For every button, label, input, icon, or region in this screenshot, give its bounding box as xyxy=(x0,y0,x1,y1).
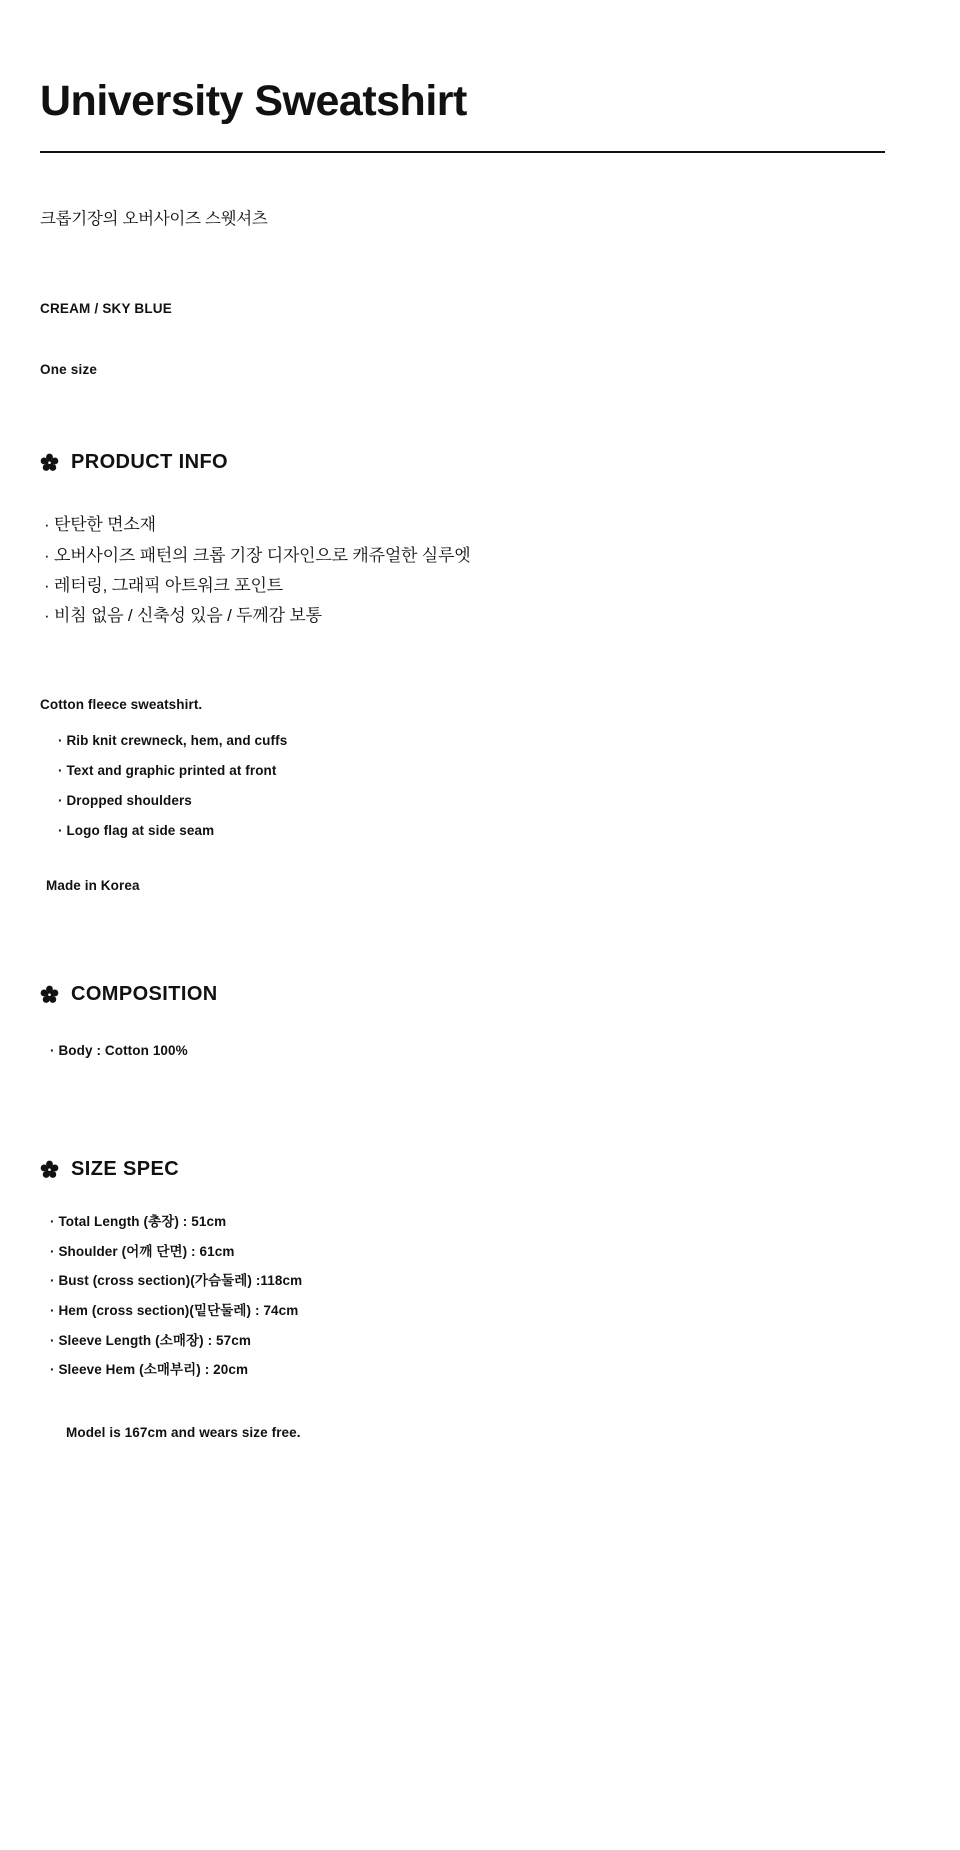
size-spec-heading-label: SIZE SPEC xyxy=(71,1157,180,1180)
page-title: University Sweatshirt xyxy=(40,77,467,125)
list-item: · Sleeve Hem (소매부리) : 20cm xyxy=(50,1362,249,1378)
composition-heading-label: COMPOSITION xyxy=(71,983,218,1006)
list-item: · Shoulder (어깨 단면) : 61cm xyxy=(50,1243,235,1259)
product-info-en-block xyxy=(40,697,920,893)
colorway-label: CREAM / SKY BLUE xyxy=(40,301,172,317)
flower-icon xyxy=(40,1160,59,1179)
product-info-kr-list xyxy=(40,510,920,631)
flower-icon xyxy=(40,985,59,1004)
product-info-heading-label: PRODUCT INFO xyxy=(71,451,229,474)
composition-heading xyxy=(40,983,920,1006)
list-item: · 비침 없음 / 신축성 있음 / 두께감 보통 xyxy=(44,606,322,626)
flower-icon xyxy=(40,453,59,472)
list-item: · Logo flag at side seam xyxy=(58,823,215,839)
product-info-heading xyxy=(40,451,920,474)
list-item: · Hem (cross section)(밑단둘레) : 74cm xyxy=(50,1302,299,1318)
section-size-spec xyxy=(40,1158,920,1440)
list-item: · Total Length (총장) : 51cm xyxy=(50,1213,227,1229)
section-product-info xyxy=(40,451,920,893)
title-divider xyxy=(40,151,885,153)
section-composition xyxy=(40,983,920,1066)
list-item: · Dropped shoulders xyxy=(58,793,192,809)
list-item: · 탄탄한 면소재 xyxy=(44,515,156,535)
made-in-label: Made in Korea xyxy=(46,878,140,894)
size-label: One size xyxy=(40,362,98,378)
model-note: Model is 167cm and wears size free. xyxy=(66,1424,301,1440)
title-block xyxy=(40,0,920,153)
list-item: · Rib knit crewneck, hem, and cuffs xyxy=(58,733,288,749)
composition-list xyxy=(40,1036,920,1066)
product-info-en-list xyxy=(40,726,920,846)
bottom-spacer xyxy=(40,1440,920,1560)
list-item: · Body : Cotton 100% xyxy=(50,1043,188,1059)
product-info-en-lead: Cotton fleece sweatshirt. xyxy=(40,697,203,713)
size-spec-heading xyxy=(40,1158,920,1181)
list-item: · 오버사이즈 패턴의 크롭 기장 디자인으로 캐쥬얼한 실루엣 xyxy=(44,545,471,565)
list-item: · 레터링, 그래픽 아트워크 포인트 xyxy=(44,575,283,595)
list-item: · Text and graphic printed at front xyxy=(58,763,277,779)
size-spec-list xyxy=(40,1207,920,1385)
product-subtitle: 크롭기장의 오버사이즈 스웻셔츠 xyxy=(40,210,268,229)
list-item: · Sleeve Length (소매장) : 57cm xyxy=(50,1332,251,1348)
list-item: · Bust (cross section)(가슴둘레) :118cm xyxy=(50,1273,303,1289)
